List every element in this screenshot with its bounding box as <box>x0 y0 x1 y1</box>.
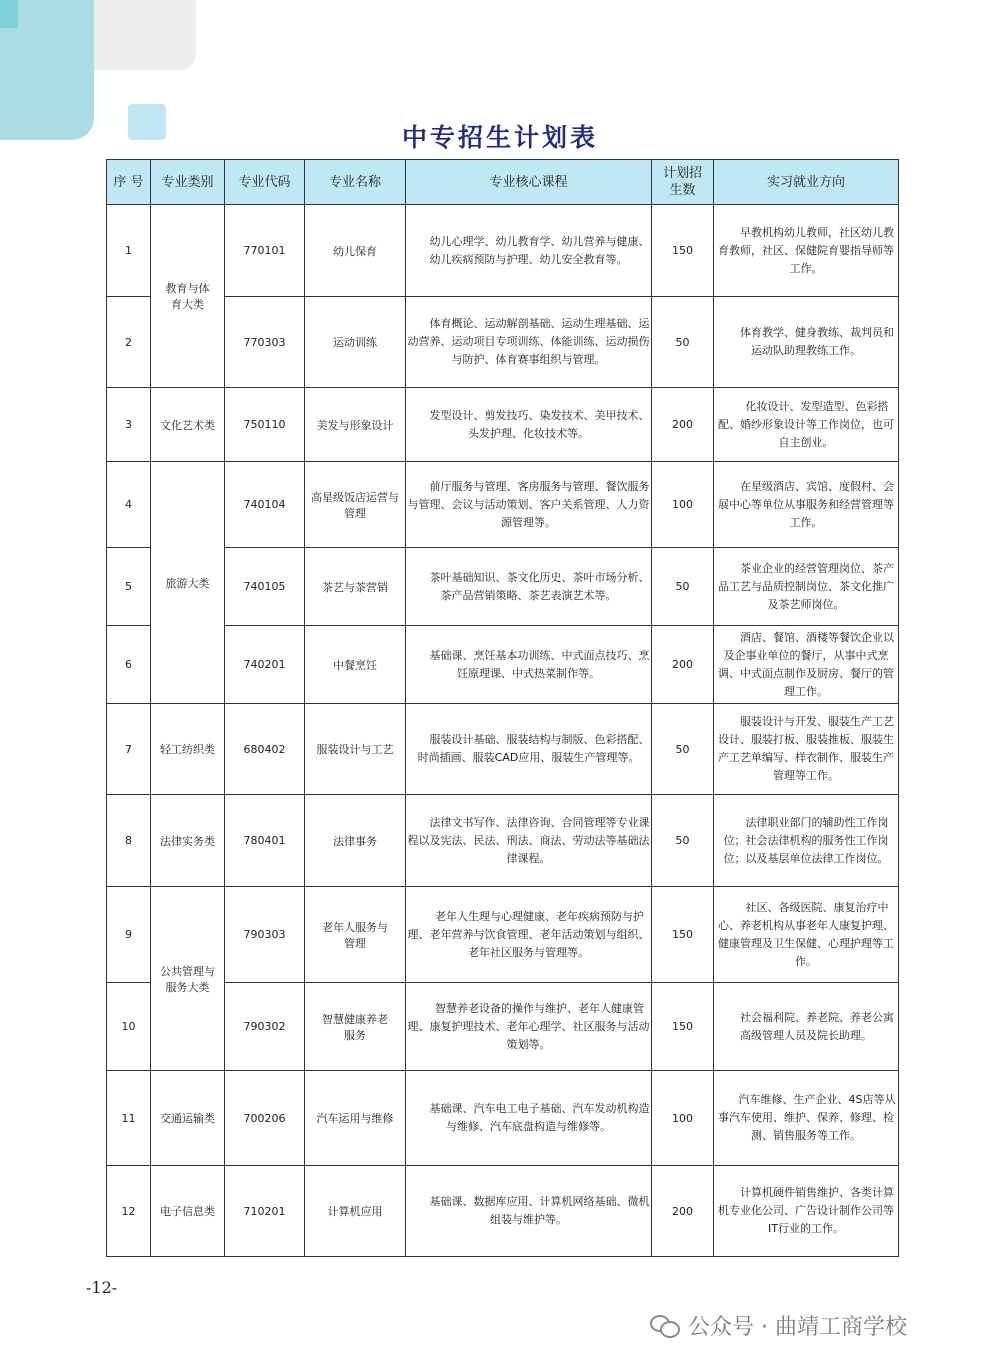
cell-code: 680402 <box>225 704 305 795</box>
cell-code: 770303 <box>225 297 305 388</box>
header-category: 专业类别 <box>151 160 225 205</box>
cell-plan: 50 <box>652 297 714 388</box>
cell-code: 780401 <box>225 795 305 887</box>
cell-course: 发型设计、剪发技巧、染发技术、美甲技术、头发护理、化妆技术等。 <box>406 388 652 462</box>
cell-code: 740104 <box>225 462 305 548</box>
cell-course: 老年人生理与心理健康、老年疾病预防与护理、老年营养与饮食管理、老年活动策划与组织、老年社区服务与管理等。 <box>406 887 652 983</box>
cell-name: 计算机应用 <box>305 1166 406 1257</box>
cell-course: 体育概论、运动解剖基础、运动生理基础、运动营养、运动项目专项训练、体能训练、运动损伤与防护、体育赛事组织与管理。 <box>406 297 652 388</box>
table-row <box>107 205 899 297</box>
cell-course: 基础课、烹饪基本功训练、中式面点技巧、烹饪原理课、中式热菜制作等。 <box>406 626 652 704</box>
cell-code: 710201 <box>225 1166 305 1257</box>
cell-name: 运动训练 <box>305 297 406 388</box>
cell-course: 法律文书写作、法律咨询、合同管理等专业课程以及宪法、民法、刑法、商法、劳动法等基础法律课程。 <box>406 795 652 887</box>
cell-code: 790303 <box>225 887 305 983</box>
cell-course: 基础课、数据库应用、计算机网络基础、微机组装与维护等。 <box>406 1166 652 1257</box>
cell-plan: 200 <box>652 388 714 462</box>
cell-seq: 12 <box>107 1166 151 1257</box>
table-row <box>107 887 899 983</box>
cell-category: 教育与体育大类 <box>151 205 225 388</box>
table-row <box>107 704 899 795</box>
cell-course: 服装设计基础、服装结构与制版、色彩搭配、时尚插画、服装CAD应用、服装生产管理等。 <box>406 704 652 795</box>
cell-seq: 1 <box>107 205 151 297</box>
cell-name: 高星级饭店运营与管理 <box>305 462 406 548</box>
cell-job: 计算机硬件销售维护、各类计算机专业化公司、广告设计制作公司等IT行业的工作。 <box>714 1166 899 1257</box>
header-plan: 计划招生数 <box>652 160 714 205</box>
cell-category: 公共管理与服务大类 <box>151 887 225 1071</box>
table-row <box>107 1166 899 1257</box>
cell-name: 幼儿保育 <box>305 205 406 297</box>
table-header-row <box>107 160 899 205</box>
table-row <box>107 462 899 548</box>
cell-plan: 150 <box>652 205 714 297</box>
cell-plan: 50 <box>652 548 714 626</box>
table-row <box>107 983 899 1071</box>
cell-category: 电子信息类 <box>151 1166 225 1257</box>
cell-seq: 5 <box>107 548 151 626</box>
enrollment-plan-table <box>106 159 899 1257</box>
page-title: 中专招生计划表 <box>401 123 598 152</box>
cell-category: 轻工纺织类 <box>151 704 225 795</box>
decorative-block-teal-dark <box>0 0 18 28</box>
cell-seq: 7 <box>107 704 151 795</box>
cell-code: 750110 <box>225 388 305 462</box>
table-row <box>107 1071 899 1166</box>
table-row <box>107 297 899 388</box>
cell-course: 茶叶基础知识、茶文化历史、茶叶市场分析、茶产品营销策略、茶艺表演艺术等。 <box>406 548 652 626</box>
cell-seq: 8 <box>107 795 151 887</box>
cell-name: 汽车运用与维修 <box>305 1071 406 1166</box>
cell-job: 早教机构幼儿教师，社区幼儿教育教师，社区、保健院育婴指导师等工作。 <box>714 205 899 297</box>
cell-job: 在星级酒店、宾馆、度假村、会展中心等单位从事服务和经营管理等工作。 <box>714 462 899 548</box>
cell-job: 酒店、餐馆、酒楼等餐饮企业以及企事业单位的餐厅，从事中式烹调、中式面点制作及厨房、餐厅的管理工作。 <box>714 626 899 704</box>
cell-job: 社区、各级医院、康复治疗中心、养老机构从事老年人康复护理、健康管理及卫生保健、心理护理等工作。 <box>714 887 899 983</box>
wechat-icon <box>650 1315 680 1337</box>
table-row <box>107 795 899 887</box>
cell-category: 交通运输类 <box>151 1071 225 1166</box>
cell-name: 茶艺与茶营销 <box>305 548 406 626</box>
watermark <box>650 1310 907 1341</box>
cell-seq: 11 <box>107 1071 151 1166</box>
cell-name: 法律事务 <box>305 795 406 887</box>
cell-job: 化妆设计、发型造型、色彩搭配、婚纱形象设计等工作岗位，也可自主创业。 <box>714 388 899 462</box>
header-name: 专业名称 <box>305 160 406 205</box>
cell-name: 中餐烹饪 <box>305 626 406 704</box>
cell-code: 700206 <box>225 1071 305 1166</box>
cell-code: 770101 <box>225 205 305 297</box>
cell-plan: 100 <box>652 462 714 548</box>
cell-course: 前厅服务与管理、客房服务与管理、餐饮服务与管理、会议与活动策划、客户关系管理、人力资源管理等。 <box>406 462 652 548</box>
cell-name: 老年人服务与管理 <box>305 887 406 983</box>
cell-plan: 200 <box>652 1166 714 1257</box>
cell-job: 体育教学、健身教练、裁判员和运动队助理教练工作。 <box>714 297 899 388</box>
cell-seq: 3 <box>107 388 151 462</box>
cell-course: 智慧养老设备的操作与维护、老年人健康管理、康复护理技术、老年心理学、社区服务与活动策划等。 <box>406 983 652 1071</box>
watermark-text: 公众号 · 曲靖工商学校 <box>688 1315 907 1340</box>
cell-seq: 6 <box>107 626 151 704</box>
table-row <box>107 548 899 626</box>
table-row <box>107 626 899 704</box>
cell-course: 幼儿心理学、幼儿教育学、幼儿营养与健康、幼儿疾病预防与护理、幼儿安全教育等。 <box>406 205 652 297</box>
page-number: -12- <box>86 1278 118 1297</box>
cell-code: 740201 <box>225 626 305 704</box>
cell-code: 790302 <box>225 983 305 1071</box>
cell-name: 智慧健康养老服务 <box>305 983 406 1071</box>
cell-seq: 9 <box>107 887 151 983</box>
cell-plan: 200 <box>652 626 714 704</box>
cell-plan: 50 <box>652 795 714 887</box>
cell-plan: 150 <box>652 887 714 983</box>
header-course: 专业核心课程 <box>406 160 652 205</box>
cell-category: 法律实务类 <box>151 795 225 887</box>
cell-seq: 10 <box>107 983 151 1071</box>
cell-plan: 100 <box>652 1071 714 1166</box>
cell-plan: 150 <box>652 983 714 1071</box>
cell-job: 茶业企业的经营管理岗位、茶产品工艺与品质控制岗位、茶文化推广及茶艺师岗位。 <box>714 548 899 626</box>
cell-job: 社会福利院、养老院、养老公寓高级管理人员及院长助理。 <box>714 983 899 1071</box>
cell-course: 基础课、汽车电工电子基础、汽车发动机构造与维修、汽车底盘构造与维修等。 <box>406 1071 652 1166</box>
cell-job: 服装设计与开发、服装生产工艺设计、服装打板、服装推板、服装生产工艺单编写、样衣制作、服装生产管理等工作。 <box>714 704 899 795</box>
table-row <box>107 388 899 462</box>
header-code: 专业代码 <box>225 160 305 205</box>
cell-category: 文化艺术类 <box>151 388 225 462</box>
cell-seq: 2 <box>107 297 151 388</box>
header-seq: 序 号 <box>107 160 151 205</box>
cell-name: 服装设计与工艺 <box>305 704 406 795</box>
cell-code: 740105 <box>225 548 305 626</box>
cell-category: 旅游大类 <box>151 462 225 704</box>
cell-plan: 50 <box>652 704 714 795</box>
cell-name: 美发与形象设计 <box>305 388 406 462</box>
cell-job: 汽车维修、生产企业、4S店等从事汽车使用、维护、保养、修理、检测、销售服务等工作。 <box>714 1071 899 1166</box>
cell-job: 法律职业部门的辅助性工作岗位；社会法律机构的服务性工作岗位；以及基层单位法律工作岗位。 <box>714 795 899 887</box>
header-job: 实习就业方向 <box>714 160 899 205</box>
cell-seq: 4 <box>107 462 151 548</box>
